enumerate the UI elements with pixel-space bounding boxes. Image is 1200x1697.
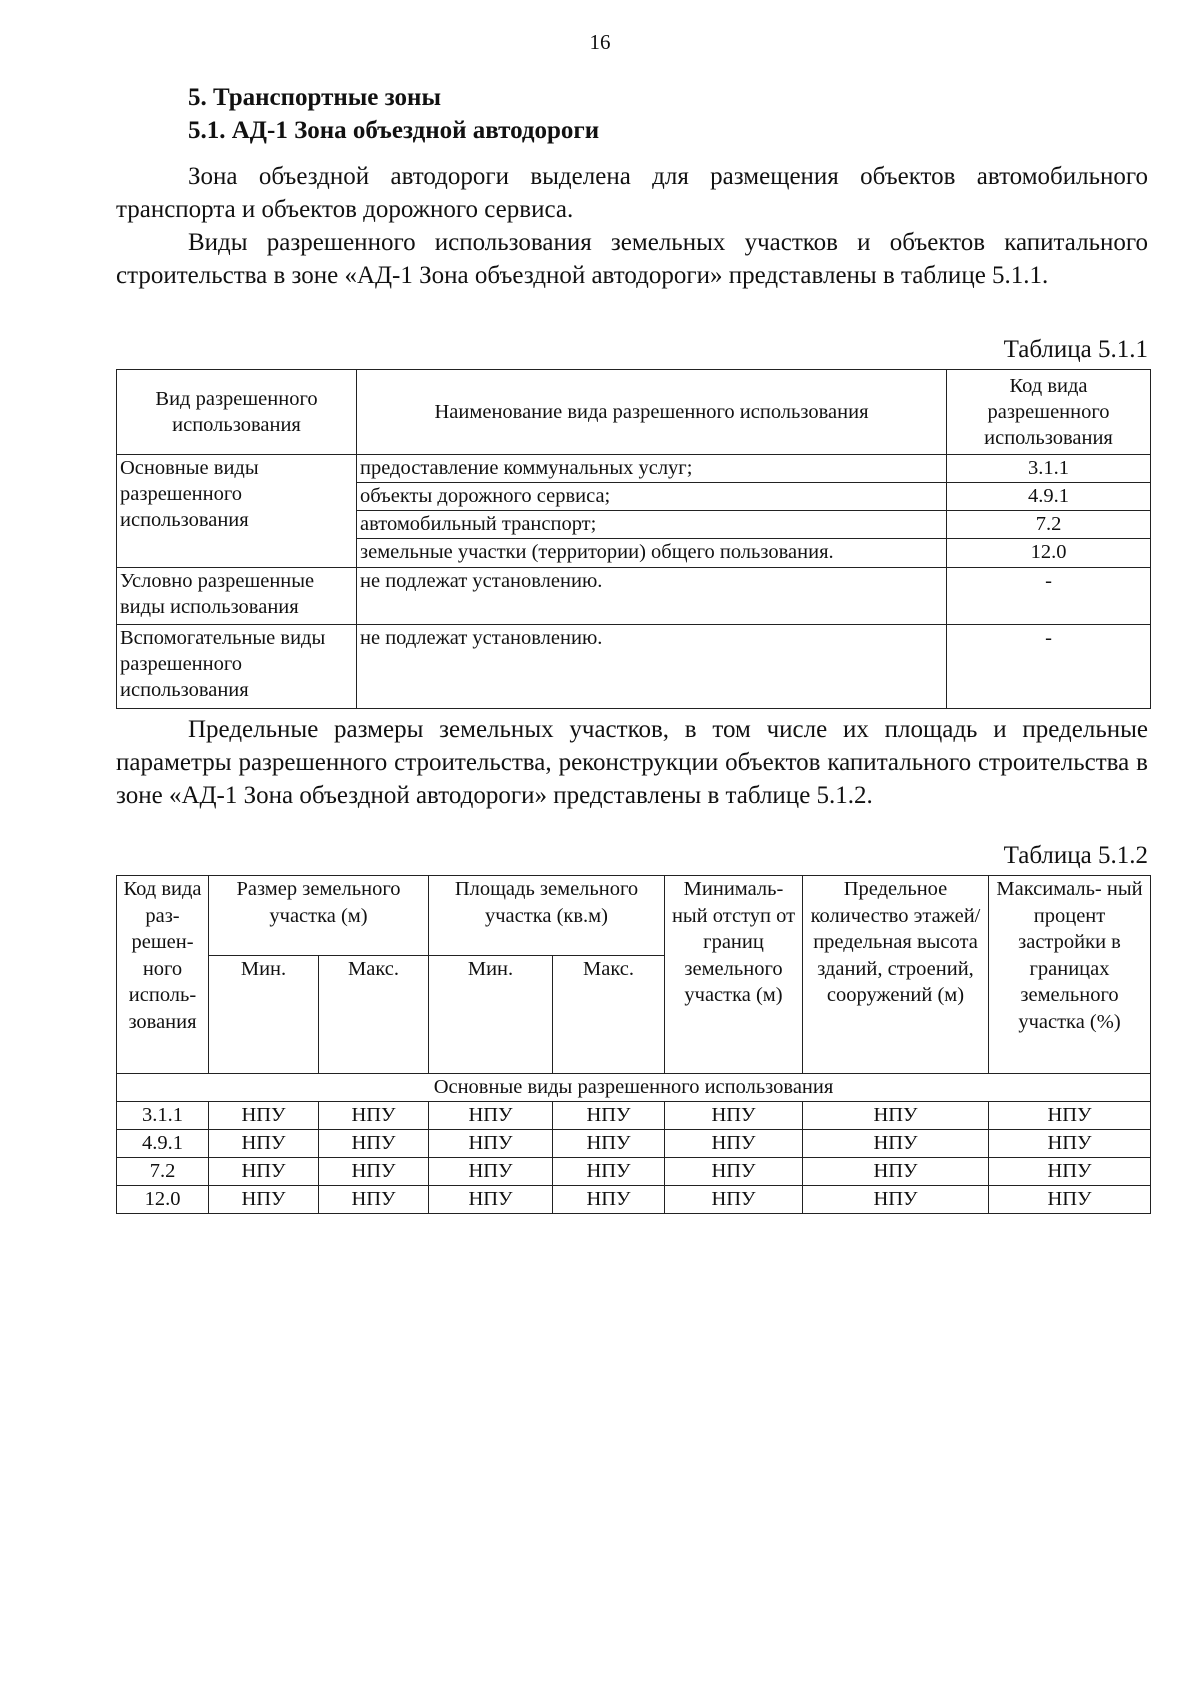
table2-cell: НПУ [665,1130,803,1158]
table2-cell: НПУ [665,1158,803,1186]
table2-cell: НПУ [319,1158,429,1186]
table1-row-code: 4.9.1 [947,483,1151,511]
permitted-use-table [116,369,1151,709]
table2-cell: 7.2 [117,1158,209,1186]
table1-main-type: Основные виды разрешенного использования [117,455,357,568]
table1-conditional-name: не подлежат установлению. [357,568,947,625]
table2-cell: НПУ [319,1186,429,1214]
table1-row-code: 3.1.1 [947,455,1151,483]
section-heading: 5. Транспортные зоны [188,84,441,111]
table2-cell: НПУ [429,1158,553,1186]
table2-cell: НПУ [803,1102,989,1130]
table2-header-area-max: Макс. [553,956,665,1074]
table2-header-size-max: Макс. [319,956,429,1074]
table2-cell: НПУ [553,1102,665,1130]
table2-cell: НПУ [665,1186,803,1214]
table2-cell: НПУ [989,1102,1151,1130]
table1-header-name: Наименование вида разрешенного использования [357,370,947,455]
table2-header-setback: Минималь- ный отступ от границ земельного участка (м) [665,876,803,1074]
paragraph-table1-ref: Виды разрешенного использования земельных участков и объектов капитального строительства в зоне «АД-1 Зона объездной автодороги» представлены в таблице 5.1.1. [116,229,1148,289]
subsection-heading: 5.1. АД-1 Зона объездной автодороги [188,117,600,144]
table1-caption: Таблица 5.1.1 [1003,336,1148,363]
table1-row-name: земельные участки (территории) общего пользования. [357,539,947,568]
table2-cell: НПУ [429,1102,553,1130]
table2-cell: НПУ [209,1102,319,1130]
table1-conditional-type: Условно разрешенные виды использования [117,568,357,625]
table2-cell: НПУ [319,1130,429,1158]
table2-cell: НПУ [209,1158,319,1186]
table2-cell: 4.9.1 [117,1130,209,1158]
table1-auxiliary-type: Вспомогательные виды разрешенного использования [117,625,357,709]
table2-cell: НПУ [803,1130,989,1158]
table2-header-area-min: Мин. [429,956,553,1074]
table1-header-type: Вид разрешенного использования [117,370,357,455]
table2-cell: НПУ [553,1158,665,1186]
table2-header-code: Код вида раз- решен- ного исполь- зования [117,876,209,1074]
table2-cell: НПУ [989,1158,1151,1186]
table1-row-name: объекты дорожного сервиса; [357,483,947,511]
table2-cell: НПУ [429,1186,553,1214]
table2-cell: НПУ [665,1102,803,1130]
table1-row-name: автомобильный транспорт; [357,511,947,539]
table2-cell: НПУ [553,1186,665,1214]
table1-row-code: 12.0 [947,539,1151,568]
table1-row-code: 7.2 [947,511,1151,539]
table2-header-size-min: Мин. [209,956,319,1074]
page-number: 16 [589,30,611,54]
table2-cell: НПУ [989,1130,1151,1158]
table2-section-main: Основные виды разрешенного использования [117,1074,1151,1102]
table1-row-name: предоставление коммунальных услуг; [357,455,947,483]
table2-header-area: Площадь земельного участка (кв.м) [429,876,665,956]
table2-cell: НПУ [319,1102,429,1130]
table1-auxiliary-name: не подлежат установлению. [357,625,947,709]
table2-cell: 12.0 [117,1186,209,1214]
table1-conditional-code: - [947,568,1151,625]
paragraph-table2-ref: Предельные размеры земельных участков, в том числе их площадь и предельные параметры разрешенного строительства, реконструкции объектов капитального строительства в зоне «АД-1 Зона объездной автодороги» представлены в таблице 5.1.2. [116,716,1148,809]
table2-header-percent: Максималь- ный процент застройки в границах земельного участка (%) [989,876,1151,1074]
table1-auxiliary-code: - [947,625,1151,709]
table2-cell: НПУ [553,1130,665,1158]
table2-cell: НПУ [429,1130,553,1158]
table2-cell: НПУ [209,1186,319,1214]
table2-cell: НПУ [209,1130,319,1158]
table2-caption: Таблица 5.1.2 [1003,842,1148,869]
table2-cell: НПУ [989,1186,1151,1214]
table2-cell: НПУ [803,1158,989,1186]
table2-header-floors: Предельное количество этажей/ предельная высота зданий, строений, сооружений (м) [803,876,989,1074]
paragraph-intro: Зона объездной автодороги выделена для размещения объектов автомобильного транспорта и объектов дорожного сервиса. [116,163,1148,223]
table2-header-size: Размер земельного участка (м) [209,876,429,956]
parameters-table [116,875,1151,1214]
table2-cell: 3.1.1 [117,1102,209,1130]
table2-cell: НПУ [803,1186,989,1214]
table1-header-code: Код вида разрешенного использования [947,370,1151,455]
